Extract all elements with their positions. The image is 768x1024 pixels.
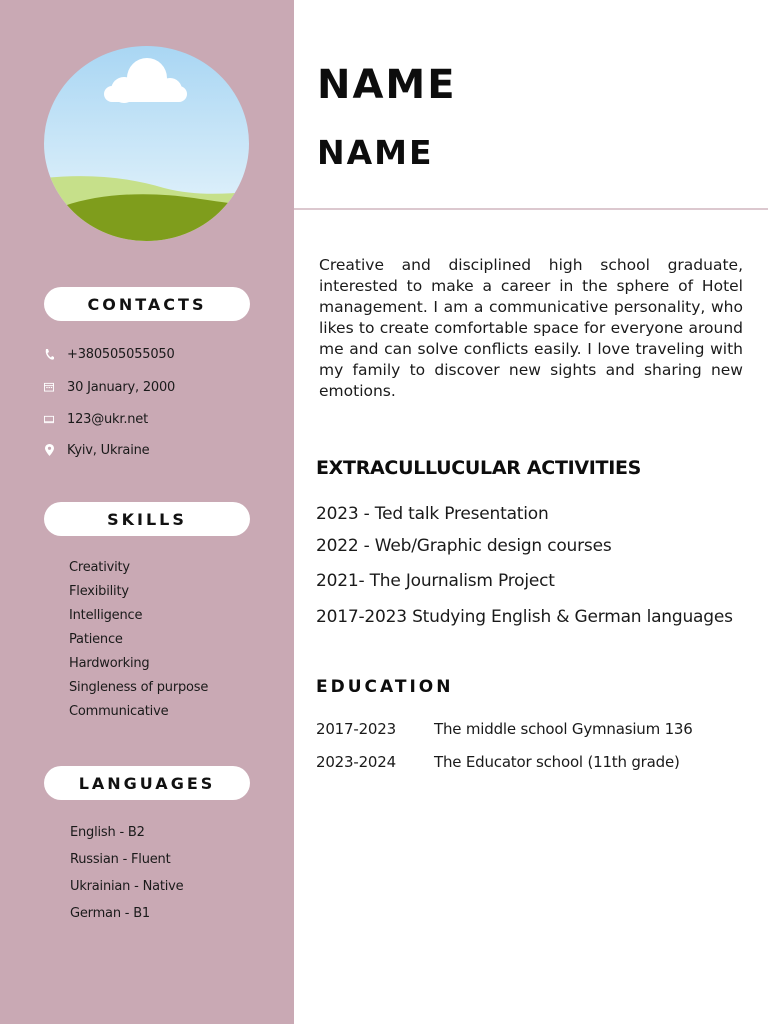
calendar-icon: [44, 381, 54, 393]
email-icon: [44, 413, 54, 425]
skills-list: [69, 560, 208, 728]
skill-item: Hardworking: [69, 656, 150, 671]
education-school: The Educator school (11th grade): [434, 753, 680, 771]
contact-email[interactable]: [44, 410, 148, 428]
contact-phone-text: +380505055050: [67, 346, 175, 362]
location-icon: [44, 444, 54, 456]
contact-location: [44, 441, 149, 459]
contact-birthdate: [44, 378, 175, 396]
skill-item: Creativity: [69, 560, 130, 575]
main-content: [294, 0, 768, 1024]
language-item: Russian - Fluent: [70, 852, 171, 867]
header-divider: [294, 208, 768, 210]
contact-birthdate-text: 30 January, 2000: [67, 379, 176, 395]
skill-item: Communicative: [69, 704, 169, 719]
skill-item: Flexibility: [69, 584, 129, 599]
languages-list: [70, 825, 183, 933]
skill-item: Patience: [69, 632, 123, 647]
education-school: The middle school Gymnasium 136: [434, 720, 693, 738]
name-subtitle: NAME: [317, 133, 434, 172]
languages-heading: LANGUAGES: [44, 766, 250, 800]
contact-email-text: 123@ukr.net: [67, 411, 148, 427]
sidebar: [0, 0, 294, 1024]
language-item: German - B1: [70, 906, 151, 921]
activities-heading: EXTRACULLUCULAR ACTIVITIES: [316, 457, 642, 479]
contacts-heading: CONTACTS: [44, 287, 250, 321]
language-item: English - B2: [70, 825, 145, 840]
landscape-avatar: [44, 46, 249, 241]
contact-phone[interactable]: [44, 345, 175, 363]
skills-heading: SKILLS: [44, 502, 250, 536]
education-years: 2023-2024: [316, 753, 396, 771]
profile-photo-placeholder: [44, 46, 249, 241]
activity-item: 2021- The Journalism Project: [316, 571, 555, 591]
activity-item: 2022 - Web/Graphic design courses: [316, 536, 612, 556]
education-years: 2017-2023: [316, 720, 396, 738]
activity-item: 2017-2023 Studying English & German languages: [316, 607, 733, 627]
language-item: Ukrainian - Native: [70, 879, 184, 894]
phone-icon: [44, 348, 54, 360]
education-row: [316, 753, 680, 771]
education-row: [316, 720, 693, 738]
contact-location-text: Kyiv, Ukraine: [67, 442, 150, 458]
education-heading: EDUCATION: [316, 677, 454, 697]
skill-item: Singleness of purpose: [69, 680, 209, 695]
name-title: NAME: [317, 62, 457, 108]
skill-item: Intelligence: [69, 608, 143, 623]
activity-item: 2023 - Ted talk Presentation: [316, 504, 549, 524]
profile-summary: Creative and disciplined high school graduate, interested to make a career in the sphere of Hotel management. I am a communicative personality, who likes to create comfortable space for everyone around me and can solve conflicts easily. I love traveling with my family to discover new sights and sharing new emotions.: [319, 256, 743, 400]
